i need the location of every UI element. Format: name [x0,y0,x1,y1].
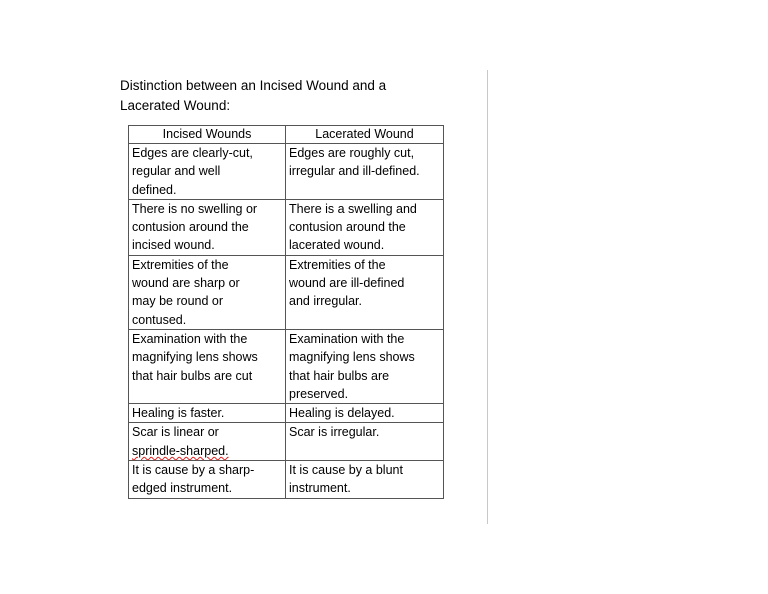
cell-incised [129,329,286,403]
cell-line: Examination with the [289,331,405,346]
cell-line: edged instrument. [132,481,233,496]
cell-line: magnifying lens shows [132,350,258,365]
cell-incised [129,404,286,423]
cell-lacerated [286,329,444,403]
table-row [129,423,444,461]
cell-lacerated [286,461,444,499]
cell-line: There is a swelling and [289,201,417,216]
cell-line: It is cause by a blunt [289,463,403,478]
cell-line: wound are sharp or [132,276,240,291]
cell-line: and irregular. [289,294,362,309]
cell-line: that hair bulbs are cut [132,368,253,383]
table-row [129,199,444,255]
cell-line: preserved. [289,386,349,401]
cell-lacerated [286,144,444,200]
cell-line: Healing is faster. [132,406,225,421]
cell-line: Edges are clearly-cut, [132,146,253,160]
cell-line: Extremities of the [132,257,229,272]
title-line-1: Distinction between an Incised Wound and a [120,78,387,93]
cell-incised [129,461,286,499]
table-row [129,144,444,200]
cell-lacerated [286,423,444,461]
cell-line: contusion around the [289,220,406,235]
cell-line: may be round or [132,294,224,309]
comparison-table [128,125,444,499]
cell-line: incised wound. [132,238,215,253]
header-incised: Incised Wounds [129,126,286,144]
spellcheck-flagged-text: sprindle-sharped. [132,443,229,458]
table-row [129,329,444,403]
cell-incised [129,423,286,461]
table-row [129,255,444,329]
cell-line: defined. [132,182,177,197]
cell-incised [129,144,286,200]
cell-line: lacerated wound. [289,238,385,253]
table-header-row [129,126,444,144]
cell-lacerated [286,404,444,423]
cell-line: contused. [132,312,187,327]
cell-incised [129,255,286,329]
cell-line: that hair bulbs are [289,368,390,383]
cell-line: Scar is irregular. [289,425,380,440]
cell-line: irregular and ill-defined. [289,164,420,179]
cell-line: There is no swelling or [132,201,258,216]
page-margin-line [487,70,488,524]
table-row [129,461,444,499]
cell-line: wound are ill-defined [289,276,405,291]
title-line-2: Lacerated Wound: [120,98,231,113]
cell-lacerated [286,199,444,255]
cell-line: regular and well [132,164,221,179]
cell-line: Examination with the [132,331,248,346]
table-row [129,404,444,423]
cell-line: instrument. [289,481,351,496]
cell-incised [129,199,286,255]
cell-line: Extremities of the [289,257,386,272]
document-title [120,76,460,116]
cell-line: contusion around the [132,220,249,235]
header-lacerated: Lacerated Wound [286,126,444,144]
cell-lacerated [286,255,444,329]
cell-line: Healing is delayed. [289,406,395,421]
cell-line: magnifying lens shows [289,350,415,365]
cell-line: Edges are roughly cut, [289,146,415,160]
cell-line: Scar is linear or [132,425,219,440]
cell-line: It is cause by a sharp- [132,463,255,478]
cell-line [132,442,282,460]
